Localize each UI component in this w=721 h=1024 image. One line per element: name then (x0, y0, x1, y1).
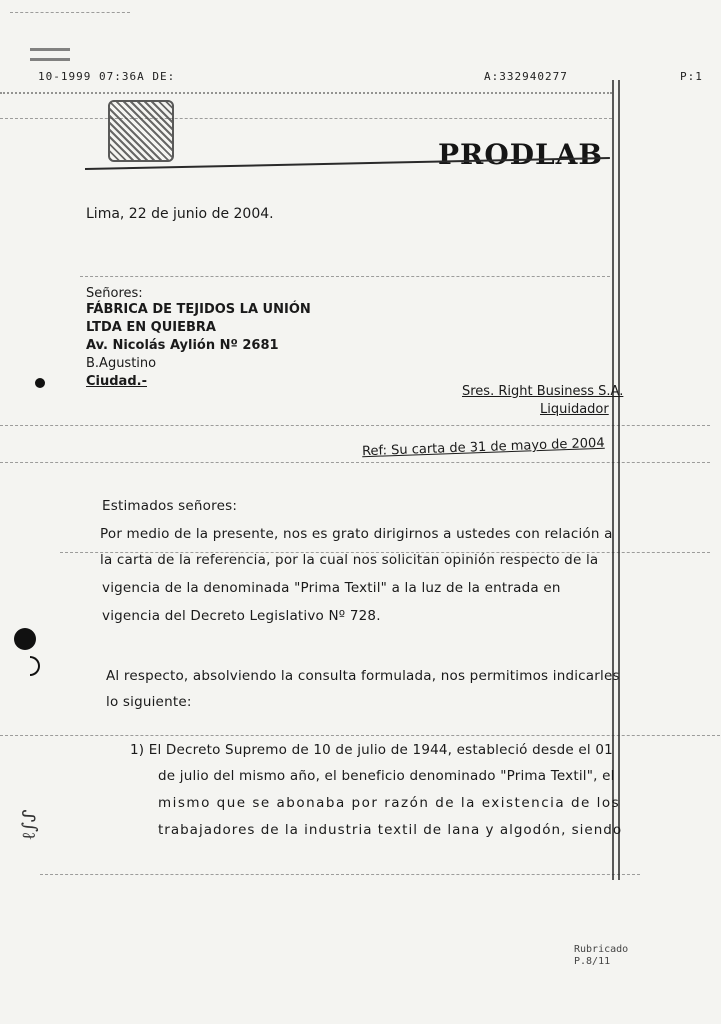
fax-header-number: A:332940277 (484, 70, 568, 83)
margin-bar (612, 80, 620, 880)
coat-of-arms-logo (108, 100, 174, 162)
footer-stamp (574, 944, 628, 968)
paragraph1-line: vigencia de la denominada "Prima Textil" a la luz de la entrada en (102, 580, 561, 596)
paragraph1-line: vigencia del Decreto Legislativo Nº 728. (102, 608, 381, 624)
scan-noise (40, 874, 640, 875)
recipient-city: Ciudad.- (86, 374, 147, 389)
attention-company: Sres. Right Business S.A. (462, 384, 624, 399)
handwritten-initials: ℓ∫ᔑ (18, 809, 41, 841)
paragraph1-line: Por medio de la presente, nos es grato dirigirnos a ustedes con relación a (100, 526, 613, 542)
scan-noise (30, 48, 70, 51)
item1-line: mismo que se abonaba por razón de la existencia de los (158, 795, 621, 811)
recipient-company: FÁBRICA DE TEJIDOS LA UNIÓN (86, 302, 311, 317)
paragraph1-line: la carta de la referencia, por la cual nos solicitan opinión respecto de la (100, 552, 599, 568)
footer-stamp-line: Rubricado (574, 944, 629, 955)
recipient-salutation: Señores: (86, 286, 143, 301)
recipient-district: B.Agustino (86, 356, 157, 371)
punch-hole-mark (14, 628, 36, 650)
fax-header-page: P:1 (680, 70, 703, 83)
paragraph2-line: lo siguiente: (106, 694, 192, 710)
paragraph2-line: Al respecto, absolviendo la consulta formulada, nos permitimos indicarles (106, 668, 620, 684)
scan-noise (80, 276, 610, 277)
attention-role: Liquidador (540, 402, 609, 417)
scan-noise (10, 12, 130, 13)
scan-noise (0, 118, 612, 119)
scan-noise (0, 425, 710, 426)
fax-header-left: 10-1999 07:36A DE: (38, 70, 176, 83)
scan-noise (0, 92, 612, 94)
item1-line: de julio del mismo año, el beneficio denominado "Prima Textil", el (158, 768, 615, 784)
item1-line: 1) El Decreto Supremo de 10 de julio de 1944, estableció desde el 01 (130, 742, 613, 758)
reference-line: Ref: Su carta de 31 de mayo de 2004 (361, 435, 605, 460)
item1-line: trabajadores de la industria textil de lana y algodón, siendo (158, 822, 623, 838)
greeting: Estimados señores: (102, 498, 238, 514)
scan-noise (30, 58, 70, 61)
letter-date: Lima, 22 de junio de 2004. (86, 206, 274, 222)
punch-hole-mark (30, 656, 40, 676)
recipient-address: Av. Nicolás Aylión Nº 2681 (86, 338, 279, 353)
letterhead-brand: PRODLAB (438, 138, 604, 171)
scan-noise (0, 462, 710, 463)
footer-stamp-line: P.8/11 (574, 956, 611, 967)
punch-hole-mark (35, 378, 45, 388)
recipient-status: LTDA EN QUIEBRA (86, 320, 216, 335)
